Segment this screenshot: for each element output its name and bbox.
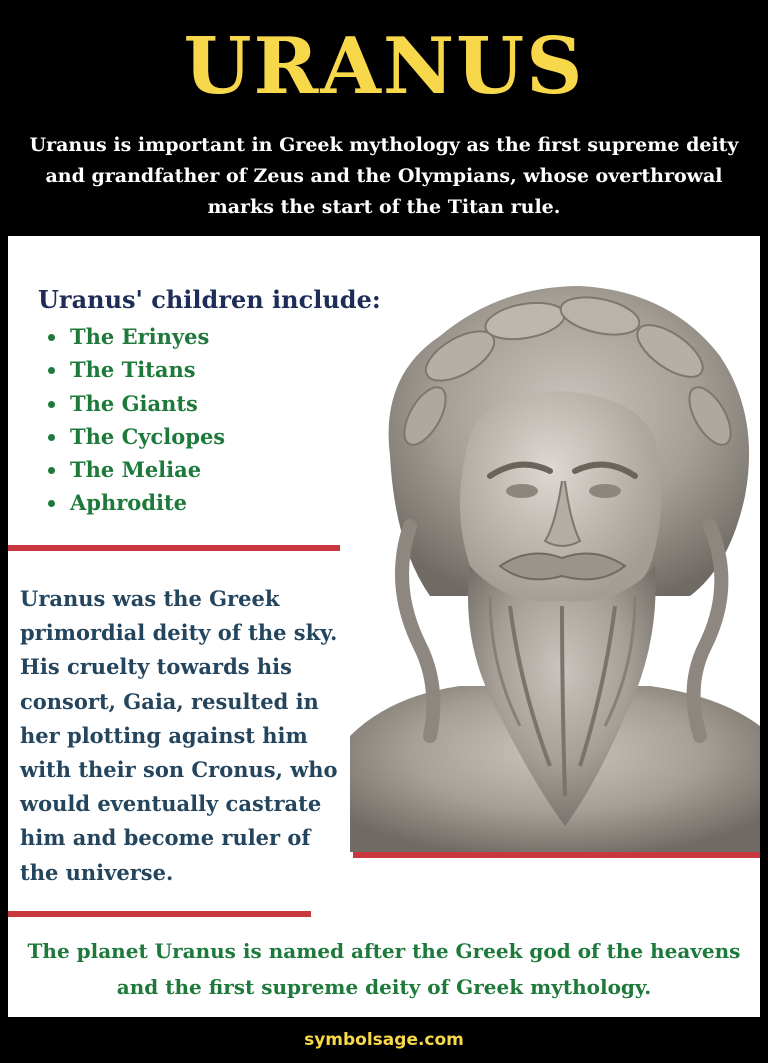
list-item: The Cyclopes bbox=[70, 420, 225, 453]
list-item: The Erinyes bbox=[70, 320, 225, 353]
list-item: The Meliae bbox=[70, 453, 225, 486]
site-link[interactable]: symbolsage.com bbox=[304, 1030, 464, 1050]
intro-text: Uranus is important in Greek mythology as the first supreme deity and grandfather of Zeus and the Olympians, whose overthrowal marks the start of the Titan rule. bbox=[29, 134, 739, 218]
divider-bar bbox=[8, 545, 340, 551]
content-card bbox=[8, 236, 760, 1017]
children-list bbox=[70, 320, 225, 520]
divider-bar bbox=[353, 852, 760, 858]
children-heading: Uranus' children include: bbox=[38, 285, 381, 314]
list-item: Aphrodite bbox=[70, 486, 225, 519]
uranus-bust-image bbox=[350, 266, 760, 852]
divider-bar bbox=[8, 911, 311, 917]
description-text: Uranus was the Greek primordial deity of the sky. His cruelty towards his consort, Gaia, resulted in her plotting against him with their son Cronus, who would eventually castrate him and become ruler of the universe. bbox=[20, 586, 338, 885]
page-title: URANUS bbox=[183, 21, 585, 112]
list-item: The Titans bbox=[70, 353, 225, 386]
list-item: The Giants bbox=[70, 387, 225, 420]
planet-note: The planet Uranus is named after the Greek god of the heavens and the first supreme deity of Greek mythology. bbox=[27, 939, 741, 999]
header bbox=[0, 0, 768, 236]
